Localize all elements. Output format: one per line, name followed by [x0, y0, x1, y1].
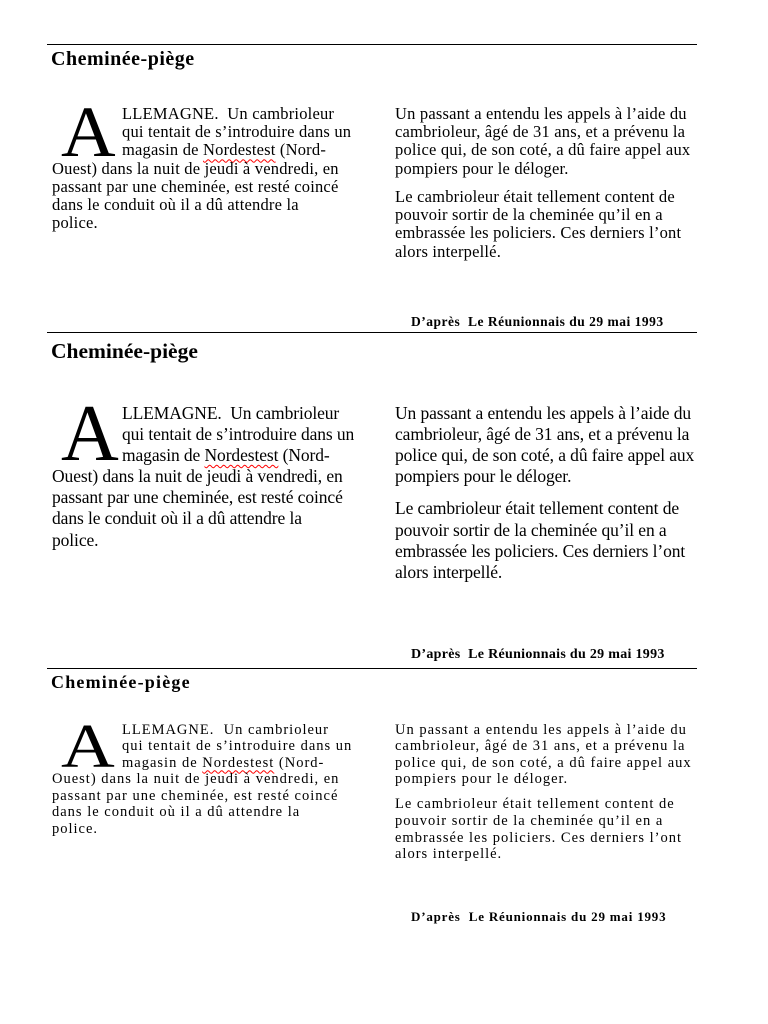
text-line: passant par une cheminée, est resté coincé	[52, 487, 343, 508]
paragraph	[395, 105, 690, 178]
text-line	[52, 445, 354, 466]
text-line: police qui, de son coté, a dû faire appel aux	[395, 754, 692, 771]
text-line: alors interpellé.	[395, 846, 503, 863]
text-line: Un passant a entendu les appels à l’aide du	[395, 402, 692, 423]
text-line: pouvoir sortir de la cheminée qu’il en a	[395, 813, 664, 830]
text-line: police qui, de son coté, a dû faire appel aux	[395, 444, 695, 465]
text-line: pouvoir sortir de la cheminée qu’il en a	[395, 205, 663, 225]
text-line: police.	[52, 213, 98, 233]
text-line: embrassée les policiers. Ces derniers l’ont	[395, 829, 683, 846]
text-line: cambrioleur, âgé de 31 ans, et a prévenu la	[395, 738, 686, 755]
drop-cap: A	[61, 713, 115, 781]
text-line: pompiers pour le déloger.	[395, 771, 569, 788]
text-line: Le cambrioleur était tellement content de	[395, 186, 675, 206]
text-line: qui tentait de s’introduire dans un	[122, 738, 353, 755]
article-title: Cheminée-piège	[51, 339, 198, 363]
text-line: Le cambrioleur était tellement content de	[395, 796, 675, 813]
text-line: Ouest) dans la nuit de jeudi à vendredi, en	[52, 158, 339, 178]
paragraph	[395, 722, 692, 788]
text-line	[52, 141, 351, 159]
drop-cap: A	[61, 91, 116, 172]
right-column	[395, 403, 694, 584]
text-line: pompiers pour le déloger.	[395, 158, 569, 178]
text-line: pompiers pour le déloger.	[395, 466, 572, 487]
text-line: LLEMAGNE. Un cambrioleur	[122, 104, 335, 123]
left-column	[52, 403, 354, 551]
text-line: alors interpellé.	[395, 241, 502, 261]
separator-rule	[47, 332, 697, 333]
text-segment: (Nord-	[278, 444, 330, 465]
misspelled-word[interactable]: Nordestest	[204, 444, 279, 465]
paragraph	[395, 796, 692, 862]
text-line: passant par une cheminée, est resté coincé	[52, 787, 339, 804]
article-title: Cheminée-piège	[51, 672, 191, 692]
text-line: embrassée les policiers. Ces derniers l’ont	[395, 223, 682, 243]
text-line: pouvoir sortir de la cheminée qu’il en a	[395, 519, 667, 540]
text-segment: magasin de	[122, 444, 205, 465]
misspelled-word[interactable]: Nordestest	[203, 140, 276, 160]
text-line: Ouest) dans la nuit de jeudi à vendredi, en	[52, 771, 340, 788]
text-line: Un passant a entendu les appels à l’aide du	[395, 721, 687, 738]
text-line: passant par une cheminée, est resté coincé	[52, 176, 339, 196]
text-segment: (Nord-	[275, 140, 327, 160]
text-line: Un passant a entendu les appels à l’aide du	[395, 104, 687, 123]
text-line: dans le conduit où il a dû attendre la	[52, 194, 299, 214]
text-segment: magasin de	[122, 140, 204, 160]
separator-rule	[47, 668, 697, 669]
right-column	[395, 722, 692, 863]
text-line	[52, 755, 352, 772]
text-line: dans le conduit où il a dû attendre la	[52, 804, 301, 821]
left-column	[52, 722, 352, 838]
text-line: cambrioleur, âgé de 31 ans, et a prévenu la	[395, 122, 686, 142]
source-credit: D’après Le Réunionnais du 29 mai 1993	[411, 909, 667, 924]
text-line: cambrioleur, âgé de 31 ans, et a prévenu la	[395, 423, 690, 444]
text-line: police qui, de son coté, a dû faire appel aux	[395, 140, 691, 160]
article-title: Cheminée-piège	[51, 48, 195, 70]
text-line: dans le conduit où il a dû attendre la	[52, 508, 302, 529]
paragraph	[395, 188, 690, 261]
text-line: LLEMAGNE. Un cambrioleur	[122, 402, 340, 423]
text-line: embrassée les policiers. Ces derniers l’ont	[395, 540, 686, 561]
separator-rule	[47, 44, 697, 45]
text-line: Ouest) dans la nuit de jeudi à vendredi, en	[52, 466, 343, 487]
paragraph	[395, 498, 694, 583]
right-column	[395, 105, 690, 261]
left-column	[52, 105, 351, 232]
text-line: Le cambrioleur était tellement content de	[395, 498, 680, 519]
text-segment: magasin de	[122, 754, 203, 771]
text-line: alors interpellé.	[395, 562, 503, 582]
paragraph	[395, 403, 694, 488]
text-line: qui tentait de s’introduire dans un	[122, 122, 352, 142]
source-credit: D’après Le Réunionnais du 29 mai 1993	[411, 314, 664, 329]
text-line: police.	[52, 821, 99, 838]
text-line: qui tentait de s’introduire dans un	[122, 423, 355, 444]
drop-cap: A	[61, 390, 119, 479]
source-credit: D’après Le Réunionnais du 29 mai 1993	[411, 646, 665, 662]
misspelled-word[interactable]: Nordestest	[202, 754, 275, 771]
text-line: LLEMAGNE. Un cambrioleur	[122, 721, 330, 738]
text-segment: (Nord-	[274, 754, 325, 771]
text-line: police.	[52, 529, 99, 550]
